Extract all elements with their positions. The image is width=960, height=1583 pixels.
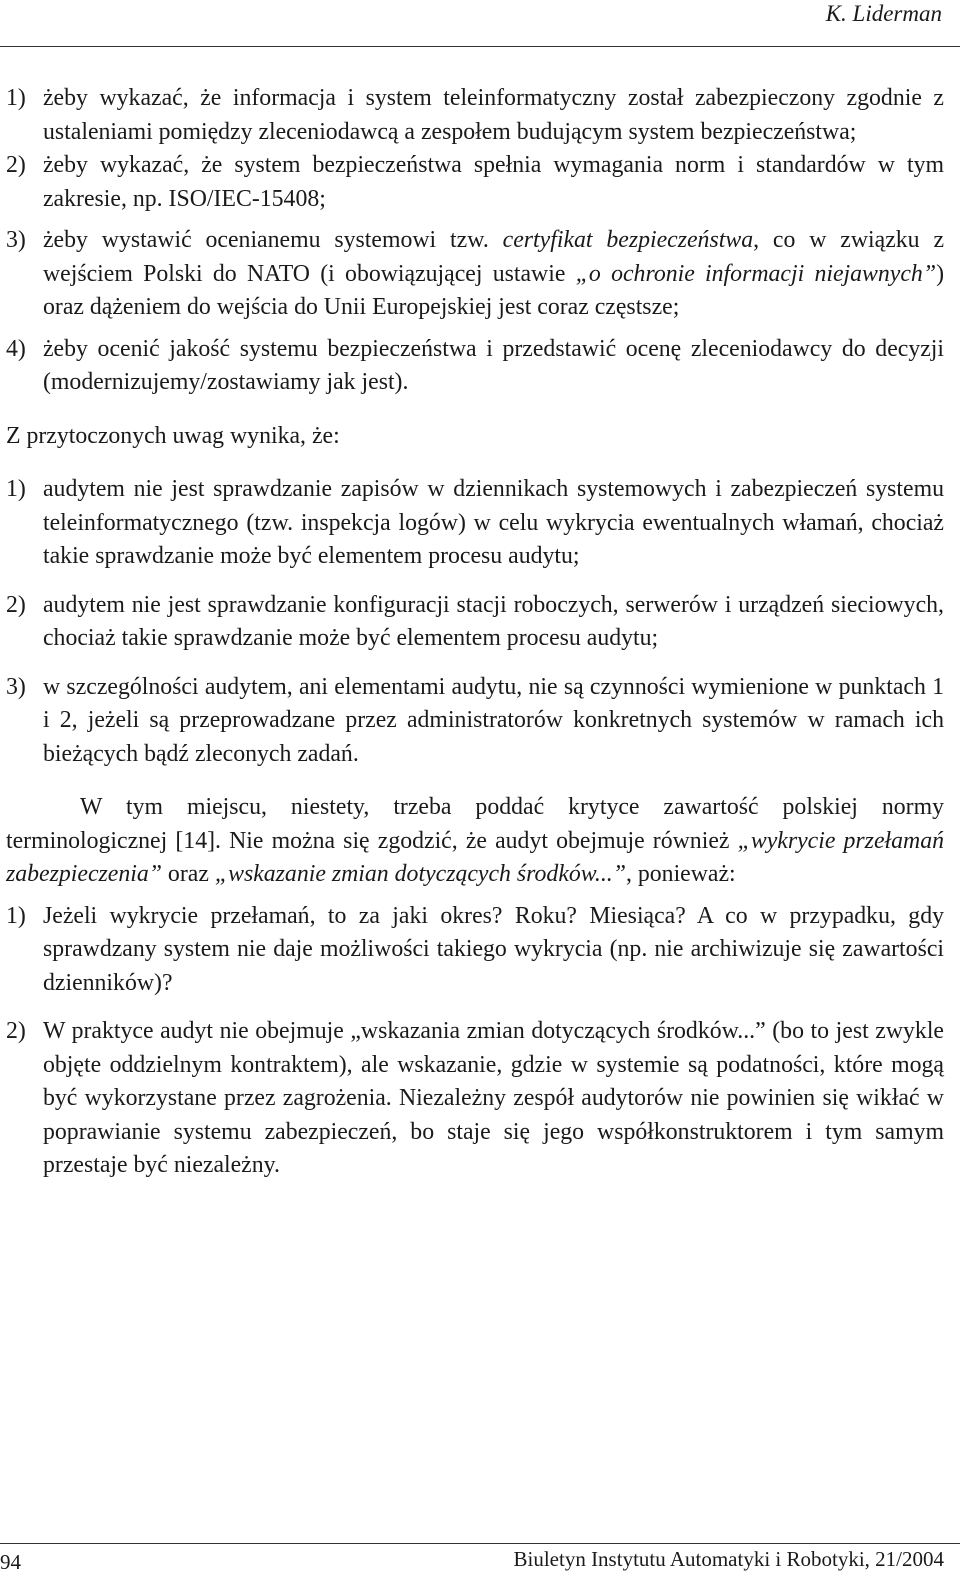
list-text: żeby wykazać, że informacja i system teleinformatyczny został zabezpieczony zgodnie z ustaleniami pomiędzy zleceniodawcą a zespołem budującym system bezpieczeństwa; <box>43 85 944 145</box>
list-item <box>6 671 944 772</box>
quote-emphasis: „wskazanie zmian dotyczących środków...” <box>214 861 626 887</box>
term-emphasis: certyfikat bezpieczeństwa <box>502 227 754 253</box>
list-item <box>6 589 944 656</box>
list-item <box>6 900 944 1001</box>
running-header-author: K. Liderman <box>825 1 942 26</box>
text-run: , ponieważ: <box>625 861 736 887</box>
quote-emphasis: „wykrycie przełamań zabezpieczenia” <box>6 827 944 887</box>
intro-sentence: Z przytoczonych uwag wynika, że: <box>6 422 340 449</box>
page-number: 94 <box>0 1550 21 1574</box>
text-run: W tym miejscu, niestety, trzeba poddać krytyce zawartość polskiej normy terminologicznej [14]. Nie można się zgodzić, że audyt obejmuje również <box>6 794 944 854</box>
footer-rule <box>0 1543 960 1544</box>
journal-footer: Biuletyn Instytutu Automatyki i Robotyki, 21/2004 <box>513 1547 944 1571</box>
text-run: ) oraz dążeniem do wejścia do Unii Europejskiej jest coraz częstsze; <box>43 260 945 320</box>
list-item <box>6 333 944 400</box>
list-number: 1) <box>6 85 26 111</box>
list-text: W praktyce audyt nie obejmuje „wskazania zmian dotyczących środków...” (bo to jest zwykle objęte oddzielnym kontraktem), ale wskazanie, gdzie w systemie są podatności, które mogą być wykorzystane przez zagrożenia. Niezależny zespół audytorów nie powinien się wikłać w poprawianie systemu zabezpieczeń, bo staje się jego współkonstruktorem i tym samym przestaje być niezależny. <box>43 1018 944 1178</box>
list-text: w szczególności audytem, ani elementami audytu, nie są czynności wymienione w punktach 1 i 2, jeżeli są przeprowadzane przez administratorów konkretnych systemów w ramach ich bieżących bądź zleconych zadań. <box>43 673 944 767</box>
header-rule <box>0 46 960 47</box>
list-number: 4) <box>6 335 26 362</box>
list-item <box>6 473 944 574</box>
text-run: , co w związku z wejściem Polski do NATO (i obowiązującej ustawie <box>43 227 945 287</box>
list-text: żeby wykazać, że system bezpieczeństwa spełnia wymagania norm i standardów w tym zakresie, np. ISO/IEC-15408; <box>43 152 944 212</box>
list-text: Jeżeli wykrycie przełamań, to za jaki okres? Roku? Miesiąca? A co w przypadku, gdy sprawdzany system nie daje możliwości takiego wykrycia (np. nie archiwizuje się zawartości dzienników)? <box>43 902 944 996</box>
list-number: 3) <box>6 227 26 253</box>
body-paragraph <box>6 791 944 892</box>
list-text <box>43 224 944 325</box>
list-number: 2) <box>6 1018 26 1044</box>
list-item <box>6 224 944 325</box>
list-number: 1) <box>6 902 26 929</box>
list-text: audytem nie jest sprawdzanie konfiguracji stacji roboczych, serwerów i urządzeń sieciowych, chociaż takie sprawdzanie może być elementem procesu audytu; <box>43 591 944 651</box>
page-body <box>6 82 944 1183</box>
list-number: 3) <box>6 673 26 700</box>
law-title-emphasis: „o ochronie informacji niejawnych” <box>575 260 937 287</box>
list-number: 2) <box>6 152 26 178</box>
list-item <box>6 1015 944 1183</box>
list-number: 1) <box>6 476 26 502</box>
list-item <box>6 149 944 216</box>
list-item <box>6 82 944 149</box>
list-number: 2) <box>6 591 26 618</box>
list-text: audytem nie jest sprawdzanie zapisów w dziennikach systemowych i zabezpieczeń systemu teleinformatycznego (tzw. inspekcja logów) w celu wykrycia ewentualnych włamań, chociaż takie sprawdzanie może być elementem procesu audytu; <box>43 476 944 569</box>
text-run: żeby wystawić ocenianemu systemowi tzw. <box>43 227 503 253</box>
text-run: oraz <box>161 861 215 887</box>
list-text: żeby ocenić jakość systemu bezpieczeństwa i przedstawić ocenę zleceniodawcy do decyzji (modernizujemy/zostawiamy jak jest). <box>43 335 944 395</box>
